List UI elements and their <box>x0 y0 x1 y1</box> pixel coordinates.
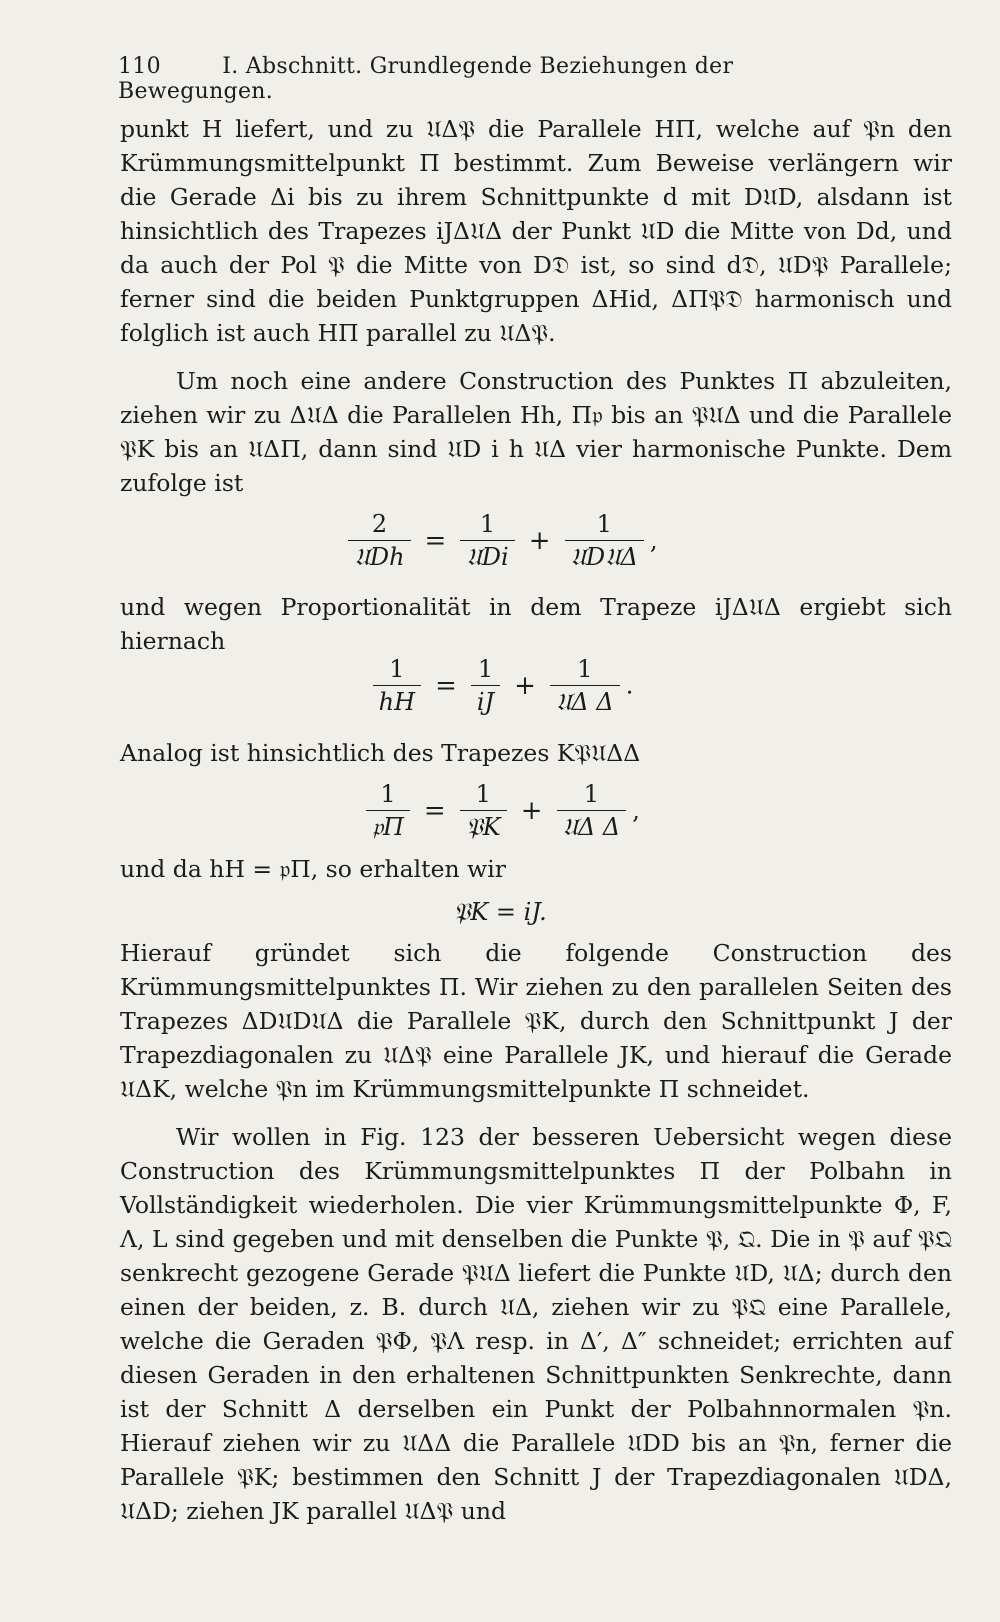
eq3-term-1: $\frac{1}{\text{𝔓K}}$ <box>460 780 507 841</box>
paragraph-4: Analog ist hinsichtlich des Trapezes K𝔓𝔘ΔΔ <box>120 739 641 767</box>
equation-2 <box>0 655 1000 716</box>
equals-sign: = <box>424 525 447 556</box>
eq1-term-2: $\frac{1}{\text{𝔘D𝔘Δ}}$ <box>565 510 644 571</box>
eq1-punctuation: , <box>649 526 658 555</box>
plus-sign: + <box>528 525 551 556</box>
paragraph-2-block <box>120 364 952 500</box>
eq1-term-1: $\frac{1}{\text{𝔘Di}}$ <box>460 510 514 571</box>
paragraph-6-block <box>120 936 952 1106</box>
eq2-term-1: $\frac{1}{iJ}$ <box>471 655 500 716</box>
paragraph-2: Um noch eine andere Construction des Punktes Π abzuleiten, ziehen wir zu Δ𝔘Δ die Parallelen Hh, Π𝔭 bis an 𝔓𝔘Δ und die Parallele 𝔓K bis an 𝔘ΔΠ, dann sind 𝔘D i h 𝔘Δ vier harmonische Punkte. Dem zufolge ist <box>120 367 952 497</box>
eq1-lhs: $\frac{2}{\text{𝔘Dh}}$ <box>348 510 410 571</box>
paragraph-7-block <box>120 1120 952 1528</box>
paragraph-5: und da hH = 𝔭Π, so erhalten wir <box>120 855 506 883</box>
plus-sign: + <box>514 670 536 701</box>
paragraph-1: punkt H liefert, und zu 𝔘Δ𝔓 die Parallele HΠ, welche auf 𝔓n den Krümmungsmittelpunkt Π bestimmt. Zum Beweise verlängern wir die Gerade Δi bis zu ihrem Schnittpunkte d mit D𝔘D, alsdann ist hinsichtlich des Trapezes iJΔ𝔘Δ der Punkt 𝔘D die Mitte von Dd, und da auch der Pol 𝔓 die Mitte von D𝔇 ist, so sind d𝔇, 𝔘D𝔓 Parallele; ferner sind die beiden Punktgruppen ΔHid, ΔΠ𝔓𝔇 harmonisch und folglich ist auch HΠ parallel zu 𝔘Δ𝔓. <box>120 115 952 347</box>
running-title: I. Abschnitt. Grundlegende Beziehungen der Bewegungen. <box>118 54 734 104</box>
paragraph-6: Hierauf gründet sich die folgende Construction des Krümmungsmittelpunktes Π. Wir ziehen zu den parallelen Seiten des Trapezes ΔD𝔘D𝔘Δ die Parallele 𝔓K, durch den Schnittpunkt J der Trapezdiagonalen zu 𝔘Δ𝔓 eine Parallele JK, und hierauf die Gerade 𝔘ΔK, welche 𝔓n im Krümmungsmittelpunkte Π schneidet. <box>120 939 952 1103</box>
paragraph-3: und wegen Proportionalität in dem Trapeze iJΔ𝔘Δ ergiebt sich hiernach <box>120 593 952 655</box>
plus-sign: + <box>520 795 543 826</box>
page-number: 110 <box>118 54 161 79</box>
eq2-term-2: $\frac{1}{\text{𝔘Δ Δ}}$ <box>550 655 620 716</box>
paragraph-5-block <box>120 852 952 886</box>
equation-1 <box>0 510 1000 571</box>
eq2-lhs: $\frac{1}{hH}$ <box>373 655 421 716</box>
eq2-punctuation: . <box>625 671 634 700</box>
paragraph-3-block <box>120 590 952 658</box>
paragraph-7: Wir wollen in Fig. 123 der besseren Uebersicht wegen diese Construction des Krümmungsmittelpunktes Π der Polbahn in Vollständigkeit wiederholen. Die vier Krümmungsmittelpunkte Φ, F, Λ, L sind gegeben und mit denselben die Punkte 𝔓, 𝔔. Die in 𝔓 auf 𝔓𝔔 senkrecht gezogene Gerade 𝔓𝔘Δ liefert die Punkte 𝔘D, 𝔘Δ; durch den einen der beiden, z. B. durch 𝔘Δ, ziehen wir zu 𝔓𝔔 eine Parallele, welche die Geraden 𝔓Φ, 𝔓Λ resp. in Δ′, Δ″ schneidet; errichten auf diesen Geraden in den erhaltenen Schnittpunkten Senkrechte, dann ist der Schnitt Δ derselben ein Punkt der Polbahnnormalen 𝔓n. Hierauf ziehen wir zu 𝔘ΔΔ die Parallele 𝔘DD bis an 𝔓n, ferner die Parallele 𝔓K; bestimmen den Schnitt J der Trapezdiagonalen 𝔘DΔ, 𝔘ΔD; ziehen JK parallel 𝔘Δ𝔓 und <box>120 1123 952 1525</box>
paragraph-1-block <box>120 112 952 350</box>
equals-sign: = <box>435 670 457 701</box>
paragraph-4-block <box>120 736 952 770</box>
equals-sign: = <box>423 795 446 826</box>
equation-4: 𝔓K = iJ. <box>453 898 547 926</box>
equation-3 <box>0 780 1000 841</box>
running-header <box>118 54 858 104</box>
eq3-lhs: $\frac{1}{\text{𝔭Π}}$ <box>366 780 410 841</box>
eq3-punctuation: , <box>632 796 640 825</box>
eq3-term-2: $\frac{1}{\text{𝔘Δ Δ}}$ <box>557 780 627 841</box>
